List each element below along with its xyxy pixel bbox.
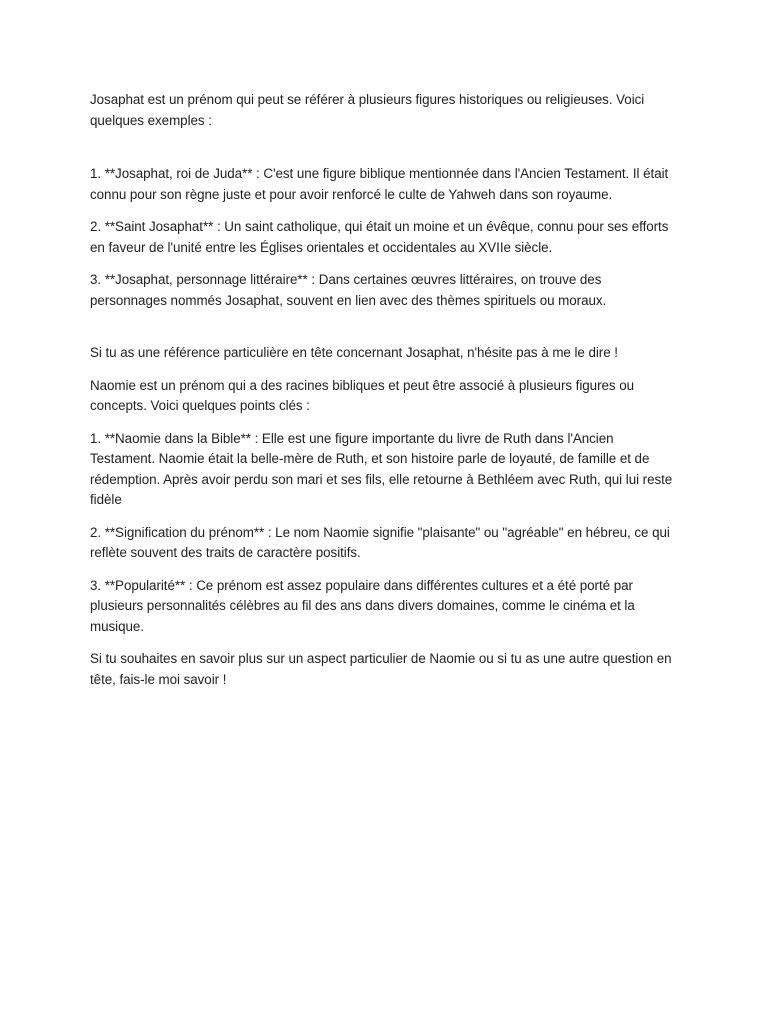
- naomie-item-3: 3. **Popularité** : Ce prénom est assez populaire dans différentes cultures et a été porté par plusieurs personnalités célèbres au fil des ans dans divers domaines, comme le cinéma et la musique.: [90, 577, 635, 634]
- spacer: [90, 637, 680, 649]
- josaphat-closing-paragraph: Si tu as une référence particulière en tête concernant Josaphat, n'hésite pas à me le dire !: [90, 345, 618, 360]
- spacer: [90, 564, 680, 576]
- josaphat-item-2: 2. **Saint Josaphat** : Un saint catholique, qui était un moine et un évêque, connu pour ses efforts en faveur de l'unité entre les Églises orientales et occidentales au XVIIe siècle.: [90, 219, 669, 255]
- spacer: [90, 205, 680, 217]
- spacer: [90, 311, 680, 343]
- spacer: [90, 258, 680, 270]
- spacer: [90, 131, 680, 164]
- spacer: [90, 511, 680, 523]
- naomie-item-1: 1. **Naomie dans la Bible** : Elle est une figure importante du livre de Ruth dans l'Ancien Testament. Naomie était la belle-mère de Ruth, et son histoire parle de loyauté, de famille et de rédemption. Après avoir perdu son mari et ses fils, elle retourne à Bethléem avec Ruth, qui lui reste fidèle: [90, 430, 673, 507]
- spacer: [90, 417, 680, 429]
- josaphat-item-1: 1. **Josaphat, roi de Juda** : C'est une figure biblique mentionnée dans l'Ancien Testament. Il était connu pour son règne juste et pour avoir renforcé le culte de Yahweh dans son royaume.: [90, 166, 669, 202]
- intro-naomie-paragraph: Naomie est un prénom qui a des racines bibliques et peut être associé à plusieurs figures ou concepts. Voici quelques points clés :: [90, 377, 634, 413]
- spacer: [90, 364, 680, 376]
- intro-josaphat-paragraph: Josaphat est un prénom qui peut se référer à plusieurs figures historiques ou religieuses. Voici quelques exemples :: [90, 92, 645, 128]
- naomie-item-2: 2. **Signification du prénom** : Le nom Naomie signifie "plaisante" ou "agréable" en hébreu, ce qui reflète souvent des traits de caractère positifs.: [90, 524, 670, 560]
- naomie-closing-paragraph: Si tu souhaites en savoir plus sur un aspect particulier de Naomie ou si tu as une autre question en tête, fais-le moi savoir !: [90, 651, 672, 687]
- document-body: [90, 90, 680, 690]
- josaphat-item-3: 3. **Josaphat, personnage littéraire** : Dans certaines œuvres littéraires, on trouve des personnages nommés Josaphat, souvent en lien avec des thèmes spirituels ou moraux.: [90, 272, 607, 308]
